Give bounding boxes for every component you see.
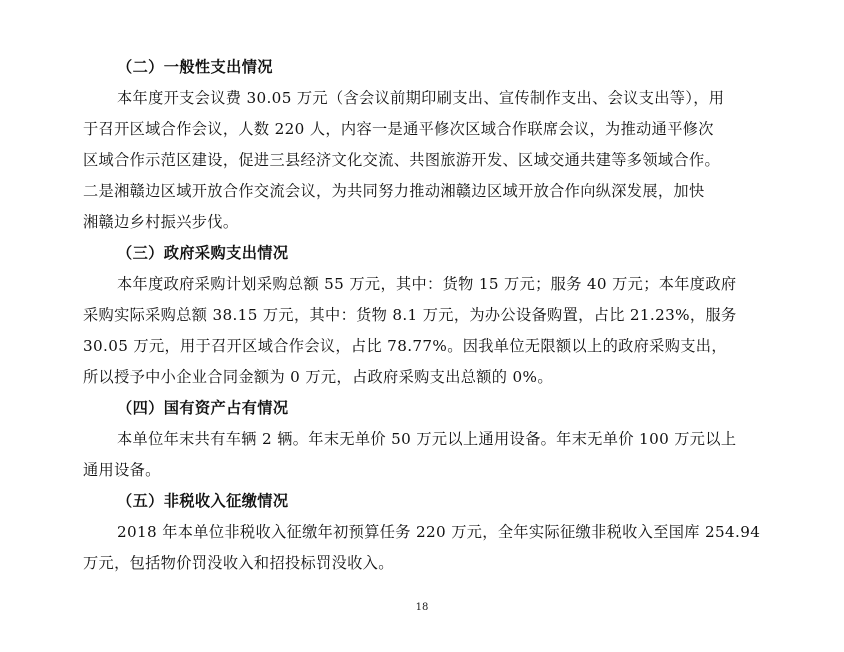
section-government-procurement	[83, 238, 767, 393]
paragraph-line: 2018 年本单位非税收入征缴年初预算任务 220 万元，全年实际征缴非税收入至国库 254.94	[117, 523, 761, 541]
paragraph-line: 本年度开支会议费 30.05 万元（含会议前期印刷支出、宣传制作支出、会议支出等），用	[117, 89, 725, 107]
section-heading: （五）非税收入征缴情况	[117, 492, 289, 510]
paragraph-line: 万元，包括物价罚没收入和招投标罚没收入。	[83, 554, 394, 572]
paragraph-line: 于召开区域合作会议，人数 220 人，内容一是通平修次区域合作联席会议，为推动通平修次	[83, 120, 714, 138]
section-heading: （四）国有资产占有情况	[117, 399, 289, 417]
paragraph-line: 本年度政府采购计划采购总额 55 万元，其中：货物 15 万元；服务 40 万元；本年度政府	[117, 275, 737, 293]
paragraph-line: 区域合作示范区建设，促进三县经济文化交流、共图旅游开发、区域交通共建等多领域合作。	[83, 151, 721, 169]
section-non-tax-revenue	[83, 486, 767, 579]
paragraph-line: 30.05 万元，用于召开区域合作会议，占比 78.77%。因我单位无限额以上的政府采购支出，	[83, 337, 727, 355]
section-paragraph	[83, 517, 767, 579]
section-paragraph	[83, 424, 767, 486]
paragraph-line: 所以授予中小企业合同金额为 0 万元，占政府采购支出总额的 0%。	[83, 368, 553, 386]
section-heading: （三）政府采购支出情况	[117, 244, 289, 262]
paragraph-line: 本单位年末共有车辆 2 辆。年末无单价 50 万元以上通用设备。年末无单价 100 万元以上	[117, 430, 737, 448]
section-general-expenditure	[83, 52, 767, 238]
section-heading: （二）一般性支出情况	[117, 58, 273, 76]
section-paragraph	[83, 269, 767, 393]
paragraph-line: 采购实际采购总额 38.15 万元，其中：货物 8.1 万元，为办公设备购置，占比 21.23%，服务	[83, 306, 737, 324]
paragraph-line: 二是湘赣边区域开放合作交流会议，为共同努力推动湘赣边区域开放合作向纵深发展，加快	[83, 182, 705, 200]
page-number: 18	[415, 602, 429, 613]
paragraph-line: 通用设备。	[83, 461, 161, 479]
section-state-assets	[83, 393, 767, 486]
page-content	[83, 52, 767, 579]
paragraph-line: 湘赣边乡村振兴步伐。	[83, 213, 239, 231]
section-paragraph	[83, 83, 767, 238]
